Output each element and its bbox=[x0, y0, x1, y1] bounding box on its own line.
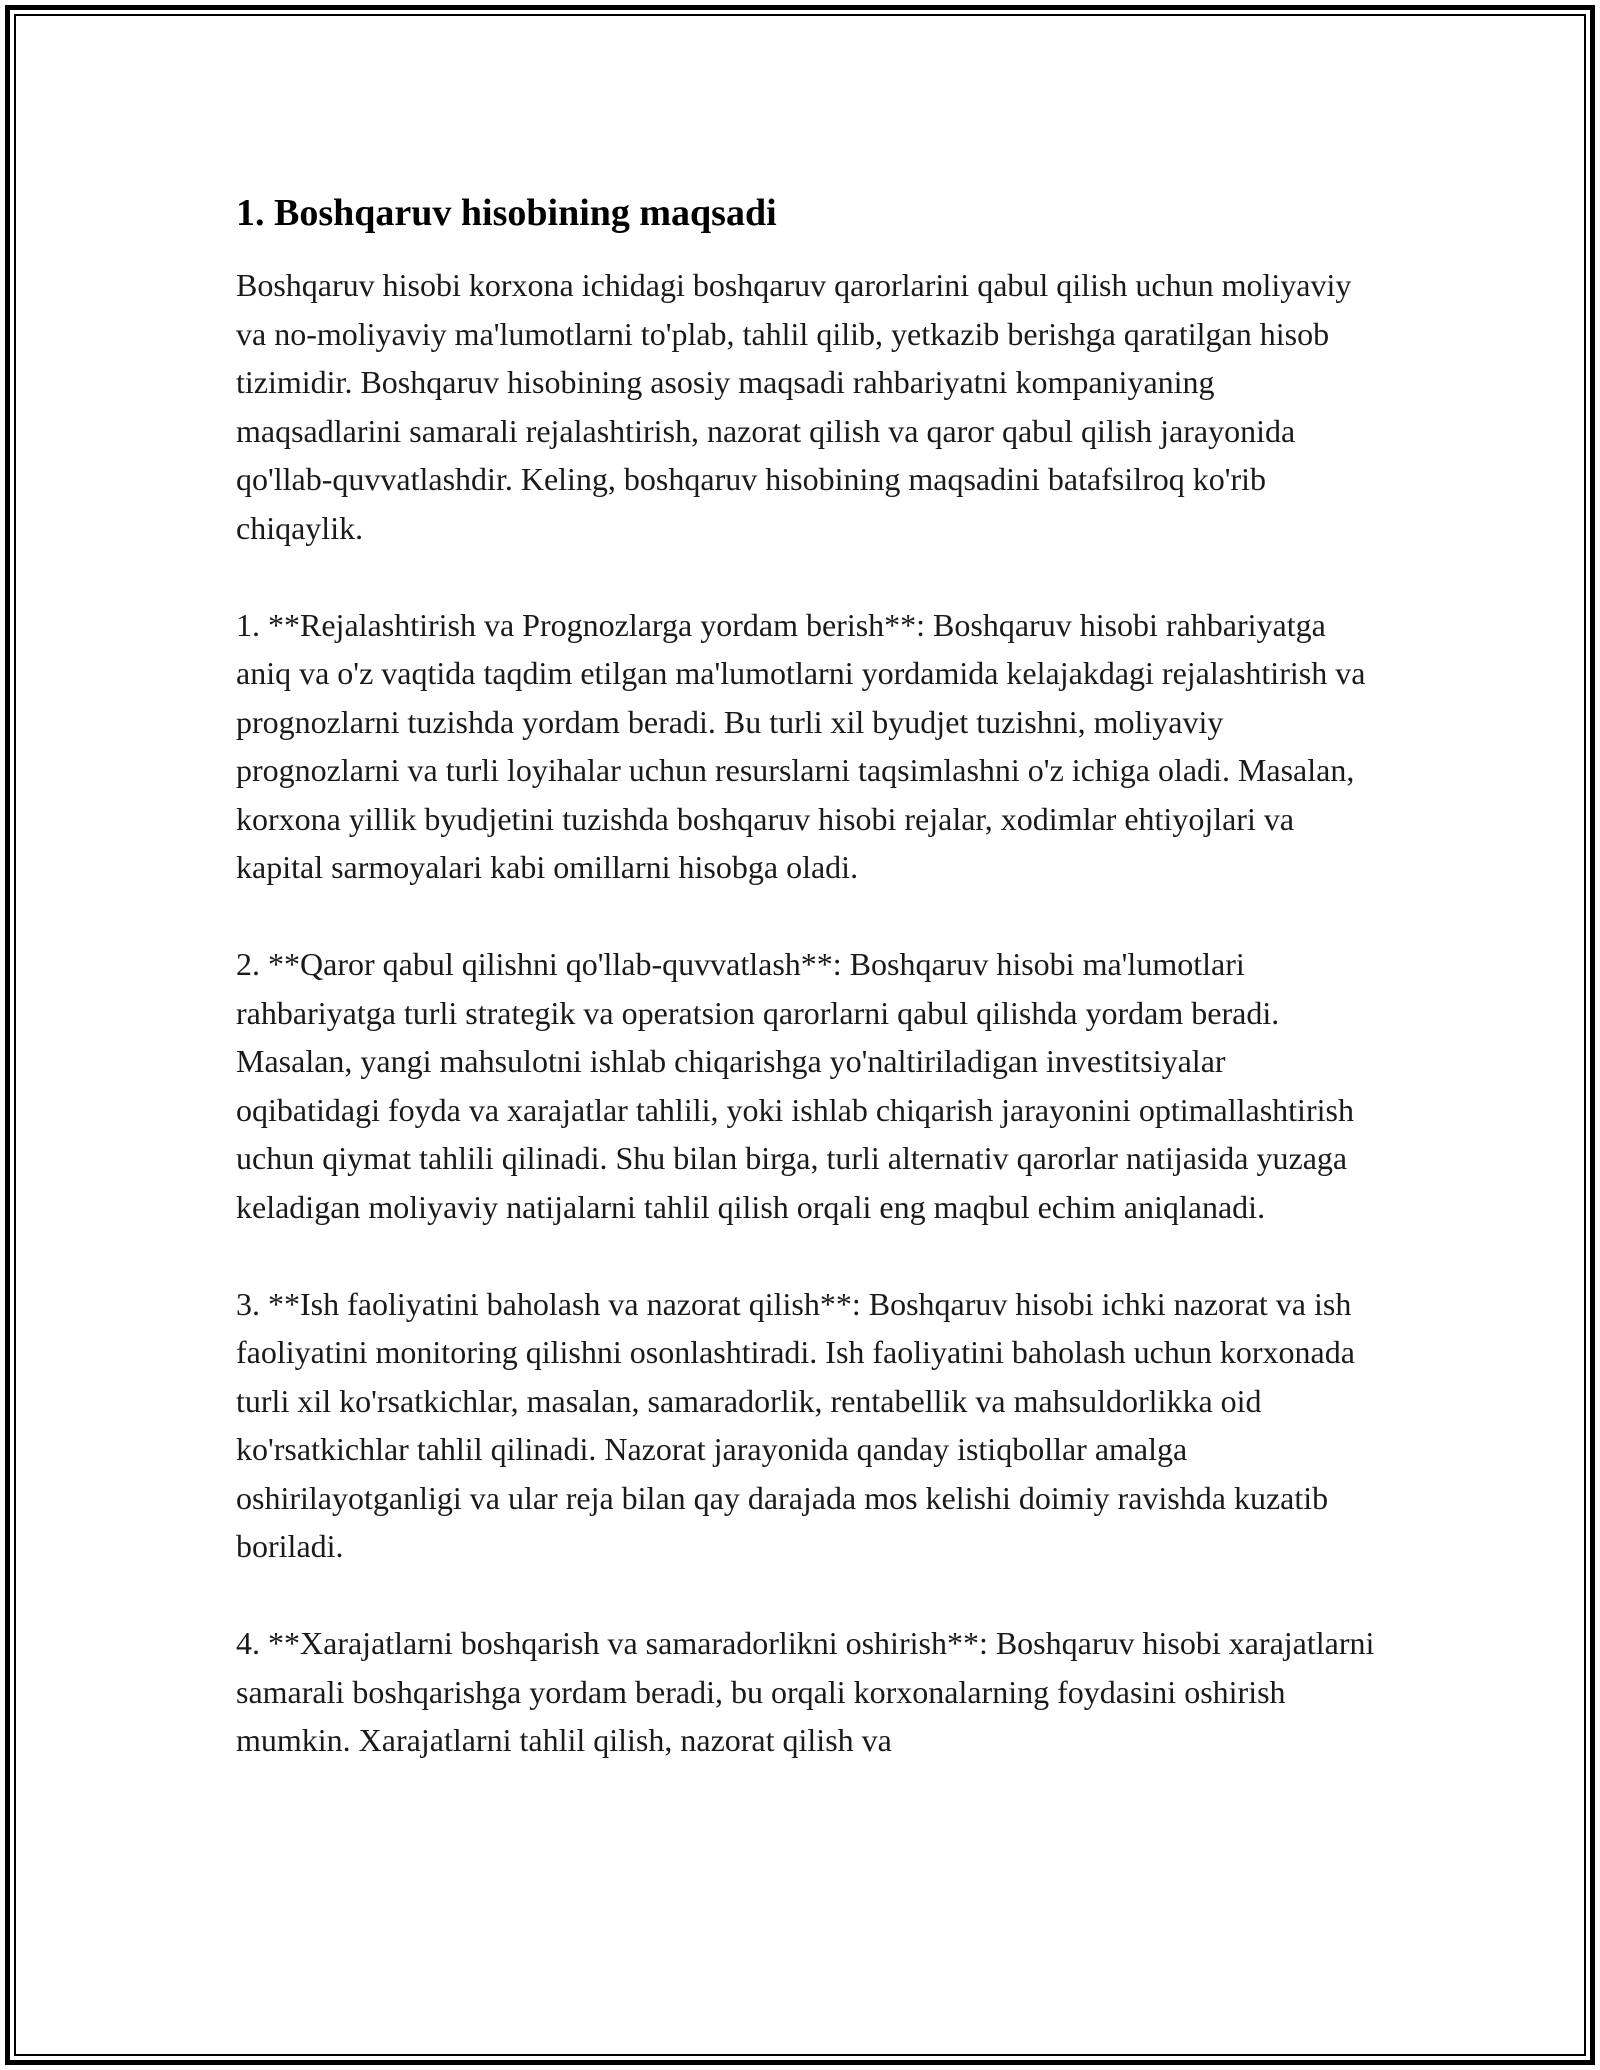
paragraph-performance-control: 3. **Ish faoliyatini baholash va nazorat qilish**: Boshqaruv hisobi ichki nazorat va ish faoliyatini monitoring qilishni osonlashtiradi. Ish faoliyatini baholash uchun korxonada turli xil ko'rsatkichlar, masalan, samaradorlik, rentabellik va mahsuldorlikka oid ko'rsatkichlar tahlil qilinadi. Nazorat jarayonida qanday istiqbollar amalga oshirilayotganligi va ular reja bilan qay darajada mos kelishi doimiy ravishda kuzatib boriladi. bbox=[236, 1285, 1355, 1564]
section-heading: 1. Boshqaruv hisobining maqsadi bbox=[236, 192, 777, 234]
intro-paragraph: Boshqaruv hisobi korxona ichidagi boshqaruv qarorlarini qabul qilish uchun moliyaviy va no-moliyaviy ma'lumotlarni to'plab, tahlil qilib, yetkazib berishga qaratilgan hisob tizimidir. Boshqaruv hisobining asosiy maqsadi rahbariyatni kompaniyaning maqsadlarini samarali rejalashtirish, nazorat qilish va qaror qabul qilish jarayonida qo'llab-quvvatlashdir. Keling, boshqaruv hisobining maqsadini batafsilroq ko'rib chiqaylik. bbox=[236, 267, 1352, 546]
paragraph-cost-management: 4. **Xarajatlarni boshqarish va samaradorlikni oshirish**: Boshqaruv hisobi xarajatlarni samarali boshqarishga yordam beradi, bu orqali korxonalarning foydasini oshirish mumkin. Xarajatlarni tahlil qilish, nazorat qilish va bbox=[236, 1625, 1375, 1758]
paragraph-decision-support: 2. **Qaror qabul qilishni qo'llab-quvvatlash**: Boshqaruv hisobi ma'lumotlari rahbariyatga turli strategik va operatsion qarorlarni qabul qilishda yordam beradi. Masalan, yangi mahsulotni ishlab chiqarishga yo'naltiriladigan investitsiyalar oqibatidagi foyda va xarajatlar tahlili, yoki ishlab chiqarish jarayonini optimallashtirish uchun qiymat tahlili qilinadi. Shu bilan birga, turli alternativ qarorlar natijasida yuzaga keladigan moliyaviy natijalarni tahlil qilish orqali eng maqbul echim aniqlanadi. bbox=[236, 946, 1354, 1225]
paragraph-planning: 1. **Rejalashtirish va Prognozlarga yordam berish**: Boshqaruv hisobi rahbariyatga aniq va o'z vaqtida taqdim etilgan ma'lumotlarni yordamida kelajakdagi rejalashtirish va prognozlarni tuzishda yordam beradi. Bu turli xil byudjet tuzishni, moliyaviy prognozlarni va turli loyihalar uchun resurslarni taqsimlashni o'z ichiga oladi. Masalan, korxona yillik byudjetini tuzishda boshqaruv hisobi rejalar, xodimlar ehtiyojlari va kapital sarmoyalari kabi omillarni hisobga oladi. bbox=[236, 606, 1366, 885]
document-body bbox=[236, 185, 1376, 1765]
